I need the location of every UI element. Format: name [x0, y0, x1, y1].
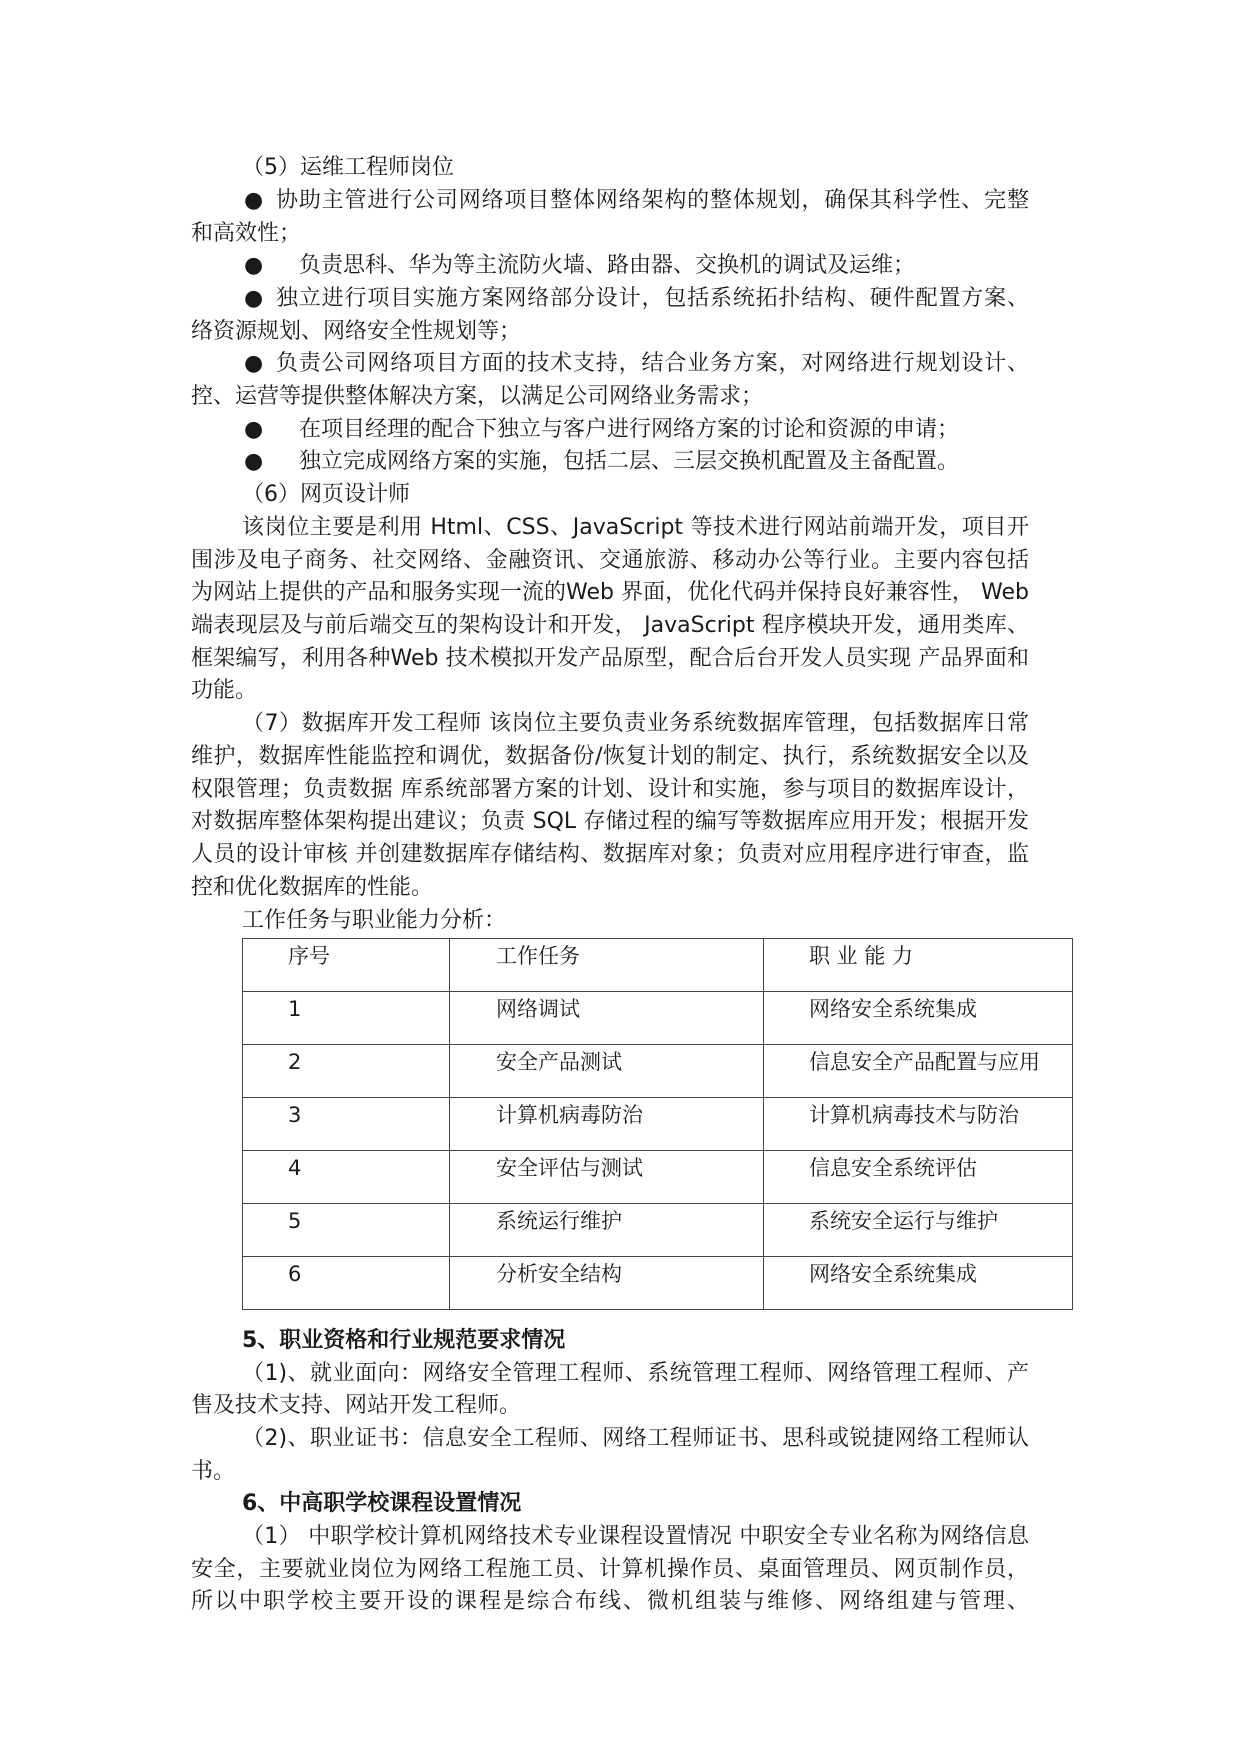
cell-ability: 信息安全产品配置与应用: [764, 1045, 1073, 1098]
cell-index: 3: [243, 1098, 450, 1151]
cell-ability: 信息安全系统评估: [764, 1151, 1073, 1204]
paragraph-line: 为网站上提供的产品和服务实现一流的Web 界面，优化代码并保持良好兼容性， Web: [191, 580, 1029, 605]
bullet-icon: ●: [244, 351, 264, 376]
table-row: [243, 1098, 1073, 1151]
section-heading: 6、中高职学校课程设置情况: [242, 1491, 522, 1516]
paragraph-line: 所以中职学校主要开设的课程是综合布线、微机组装与维修、网络组建与管理、: [191, 1589, 1029, 1614]
bullet-text: 独立完成网络方案的实施，包括二层、三层交换机配置及主备配置。: [299, 449, 960, 474]
cell-index: 5: [243, 1204, 450, 1257]
table-row: [243, 1257, 1073, 1310]
task-ability-table: [242, 938, 1073, 1310]
section-title: （6）网页设计师: [242, 482, 410, 507]
paragraph-line: 络资源规划、网络安全性规划等；: [191, 319, 522, 344]
bullet-icon: ●: [244, 417, 264, 442]
header-cell: 职 业 能 力: [764, 939, 1073, 992]
paragraph-line: （1） 中职学校计算机网络技术专业课程设置情况 中职安全专业名称为网络信息: [242, 1524, 1029, 1549]
cell-index: 6: [243, 1257, 450, 1310]
paragraph-line: 维护，数据库性能监控和调优，数据备份/恢复计划的制定、执行，系统数据安全以及: [191, 744, 1029, 769]
section-title: （5）运维工程师岗位: [242, 155, 454, 180]
table-header-row: [243, 939, 1073, 992]
paragraph-line: 书。: [191, 1459, 236, 1484]
bullet-icon: ●: [244, 188, 264, 213]
cell-task: 分析安全结构: [450, 1257, 764, 1310]
paragraph-line: 框架编写，利用各种Web 技术模拟开发产品原型，配合后台开发人员实现 产品界面和: [191, 646, 1029, 671]
paragraph-line: 权限管理；负责数据 库系统部署方案的计划、设计和实施，参与项目的数据库设计，: [191, 777, 1029, 802]
table-row: [243, 1151, 1073, 1204]
paragraph-line: 售及技术支持、网站开发工程师。: [191, 1393, 522, 1418]
table-row: [243, 1204, 1073, 1257]
cell-task: 网络调试: [450, 992, 764, 1045]
cell-task: 安全评估与测试: [450, 1151, 764, 1204]
table-caption: 工作任务与职业能力分析：: [242, 908, 507, 933]
paragraph-line: （1)、就业面向：网络安全管理工程师、系统管理工程师、网络管理工程师、产: [242, 1361, 1029, 1386]
paragraph-line: 对数据库整体架构提出建议；负责 SQL 存储过程的编写等数据库应用开发；根据开发: [191, 809, 1029, 834]
section-heading: 5、职业资格和行业规范要求情况: [242, 1328, 566, 1353]
bullet-text: 负责思科、华为等主流防火墙、路由器、交换机的调试及运维；: [299, 253, 916, 278]
paragraph-line: 控和优化数据库的性能。: [191, 875, 434, 900]
cell-ability: 系统安全运行与维护: [764, 1204, 1073, 1257]
paragraph-line: 端表现层及与前后端交互的架构设计和开发， JavaScript 程序模块开发，通用类库、: [191, 613, 1029, 638]
paragraph-line: （2)、职业证书：信息安全工程师、网络工程师证书、思科或锐捷网络工程师认: [242, 1426, 1029, 1451]
cell-ability: 计算机病毒技术与防治: [764, 1098, 1073, 1151]
cell-ability: 网络安全系统集成: [764, 1257, 1073, 1310]
cell-task: 计算机病毒防治: [450, 1098, 764, 1151]
cell-index: 2: [243, 1045, 450, 1098]
table-row: [243, 1045, 1073, 1098]
cell-index: 1: [243, 992, 450, 1045]
header-cell: 工作任务: [450, 939, 764, 992]
bullet-text: 在项目经理的配合下独立与客户进行网络方案的讨论和资源的申请；: [299, 417, 960, 442]
bullet-text: 负责公司网络项目方面的技术支持，结合业务方案，对网络进行规划设计、: [276, 351, 1029, 376]
paragraph-line: 控、运营等提供整体解决方案，以满足公司网络业务需求；: [191, 384, 764, 409]
paragraph-line: 和高效性；: [191, 221, 302, 246]
bullet-text: 协助主管进行公司网络项目整体网络架构的整体规划，确保其科学性、完整: [276, 188, 1029, 213]
cell-ability: 网络安全系统集成: [764, 992, 1073, 1045]
cell-index: 4: [243, 1151, 450, 1204]
paragraph-line: （7）数据库开发工程师 该岗位主要负责业务系统数据库管理，包括数据库日常: [242, 711, 1029, 736]
paragraph-line: 人员的设计审核 并创建数据库存储结构、数据库对象；负责对应用程序进行审查，监: [191, 842, 1029, 867]
bullet-text: 独立进行项目实施方案网络部分设计，包括系统拓扑结构、硬件配置方案、: [276, 286, 1029, 311]
bullet-icon: ●: [244, 449, 264, 474]
paragraph-line: 安全，主要就业岗位为网络工程施工员、计算机操作员、桌面管理员、网页制作员，: [191, 1557, 1029, 1582]
header-cell: 序号: [243, 939, 450, 992]
table-row: [243, 992, 1073, 1045]
bullet-icon: ●: [244, 253, 264, 278]
paragraph-line: 功能。: [191, 678, 258, 703]
cell-task: 系统运行维护: [450, 1204, 764, 1257]
paragraph-line: 围涉及电子商务、社交网络、金融资讯、交通旅游、移动办公等行业。主要内容包括: [191, 548, 1029, 573]
paragraph-line: 该岗位主要是利用 Html、CSS、JavaScript 等技术进行网站前端开发，项目开: [242, 515, 1029, 540]
bullet-icon: ●: [244, 286, 264, 311]
cell-task: 安全产品测试: [450, 1045, 764, 1098]
